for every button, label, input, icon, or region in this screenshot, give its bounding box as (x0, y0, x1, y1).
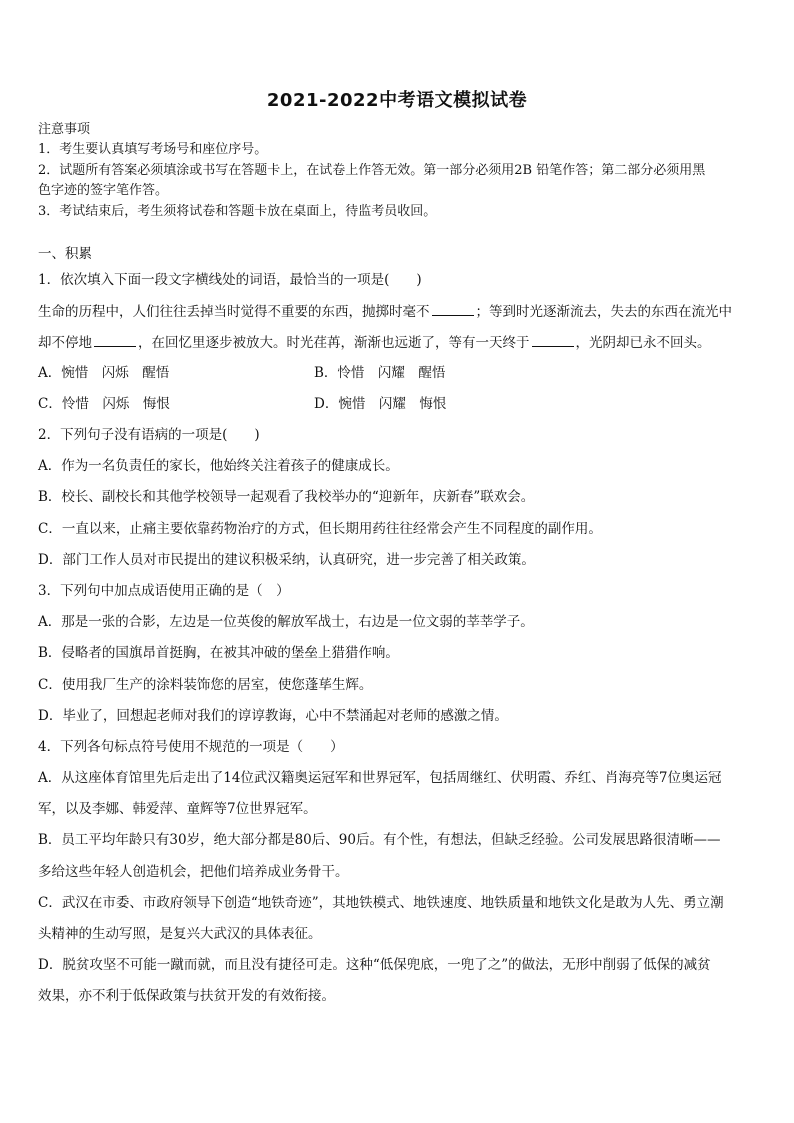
question-2-option: D．部门工作人员对市民提出的建议积极采纳，认真研究，进一步完善了相关政策。 (38, 552, 535, 568)
notice-heading: 注意事项 (38, 122, 91, 137)
passage-text: ；等到时光逐渐流去，失去的东西在流光中 (475, 304, 732, 320)
question-4-option-line: B．员工平均年龄只有30岁，绝大部分都是80后、90后。有个性，有想法，但缺乏经验。公司发展思路很清晰—— (38, 832, 721, 848)
question-4-option-line: 头精神的生动写照，是复兴大武汉的具体表征。 (38, 926, 322, 942)
answer-blank (532, 332, 574, 347)
question-2-option: C．一直以来，止痛主要依靠药物治疗的方式，但长期用药往往经常会产生不同程度的副作用。 (38, 521, 602, 537)
answer-blank (94, 332, 136, 347)
question-2-stem: 2．下列句子没有语病的一项是( ) (38, 427, 260, 443)
notice-item: 色字迹的签字笔作答。 (38, 183, 169, 198)
question-3-stem: 3．下列句中加点成语使用正确的是（ ） (38, 583, 290, 599)
question-1-stem: 1．依次填入下面一段文字横线处的词语，最恰当的一项是( ) (38, 272, 422, 288)
question-1-option-b: B．怜惜 闪耀 醒悟 (314, 365, 446, 381)
passage-text: ，光阴却已永不回头。 (575, 335, 711, 351)
question-1-passage-line (38, 332, 711, 353)
question-4-option-line: 效果，亦不利于低保政策与扶贫开发的有效衔接。 (38, 988, 335, 1004)
notice-item: 2．试题所有答案必须填涂或书写在答题卡上，在试卷上作答无效。第一部分必须用2B 铅笔作答；第二部分必须用黑 (38, 163, 706, 178)
question-2-option: B．校长、副校长和其他学校领导一起观看了我校举办的“迎新年，庆新春”联欢会。 (38, 489, 535, 505)
question-3-option: D．毕业了，回想起老师对我们的谆谆教诲，心中不禁涌起对老师的感激之情。 (38, 708, 508, 724)
question-1-option-c: C．怜惜 闪烁 悔恨 (38, 396, 170, 412)
question-3-option: C．使用我厂生产的涂料装饰您的居室，使您蓬荜生辉。 (38, 677, 373, 693)
passage-text: 却不停地 (38, 335, 92, 351)
question-3-option: B．侵略者的国旗昂首挺胸，在被其冲破的堡垒上猎猎作响。 (38, 645, 399, 661)
question-4-option-line: C．武汉在市委、市政府领导下创造“地铁奇迹”，其地铁模式、地铁速度、地铁质量和地铁文化是敢为人先、勇立潮 (38, 895, 724, 911)
section-heading: 一、积累 (38, 246, 92, 262)
question-3-option: A．那是一张的合影，左边是一位英俊的解放军战士，右边是一位文弱的莘莘学子。 (38, 614, 534, 630)
passage-text: 生命的历程中，人们往往丢掉当时觉得不重要的东西，抛掷时毫不 (38, 304, 430, 320)
answer-blank (432, 301, 474, 316)
passage-text: ，在回忆里逐步被放大。时光荏苒，渐渐也远逝了，等有一天终于 (138, 335, 530, 351)
notice-item: 3．考试结束后，考生须将试卷和答题卡放在桌面上，待监考员收回。 (38, 204, 437, 219)
question-4-option-line: D．脱贫攻坚不可能一蹴而就，而且没有捷径可走。这种“低保兜底，一兜了之”的做法，无形中削弱了低保的减贫 (38, 957, 711, 973)
question-1-option-a: A．惋惜 闪烁 醒悟 (38, 365, 170, 381)
question-1-option-d: D．惋惜 闪耀 悔恨 (314, 396, 447, 412)
notice-item: 1．考生要认真填写考场号和座位序号。 (38, 142, 268, 157)
question-2-option: A．作为一名负责任的家长，他始终关注着孩子的健康成长。 (38, 458, 399, 474)
question-4-option-line: 军，以及李娜、韩爱萍、童辉等7位世界冠军。 (38, 801, 317, 817)
question-4-option-line: 多给这些年轻人创造机会，把他们培养成业务骨干。 (38, 864, 349, 880)
page-title: 2021-2022中考语文模拟试卷 (266, 90, 528, 111)
question-1-passage-line (38, 301, 732, 322)
question-4-option-line: A．从这座体育馆里先后走出了14位武汉籍奥运冠军和世界冠军，包括周继红、伏明霞、乔红、肖海亮等7位奥运冠 (38, 770, 722, 786)
question-4-stem: 4．下列各句标点符号使用不规范的一项是（ ） (38, 739, 344, 755)
